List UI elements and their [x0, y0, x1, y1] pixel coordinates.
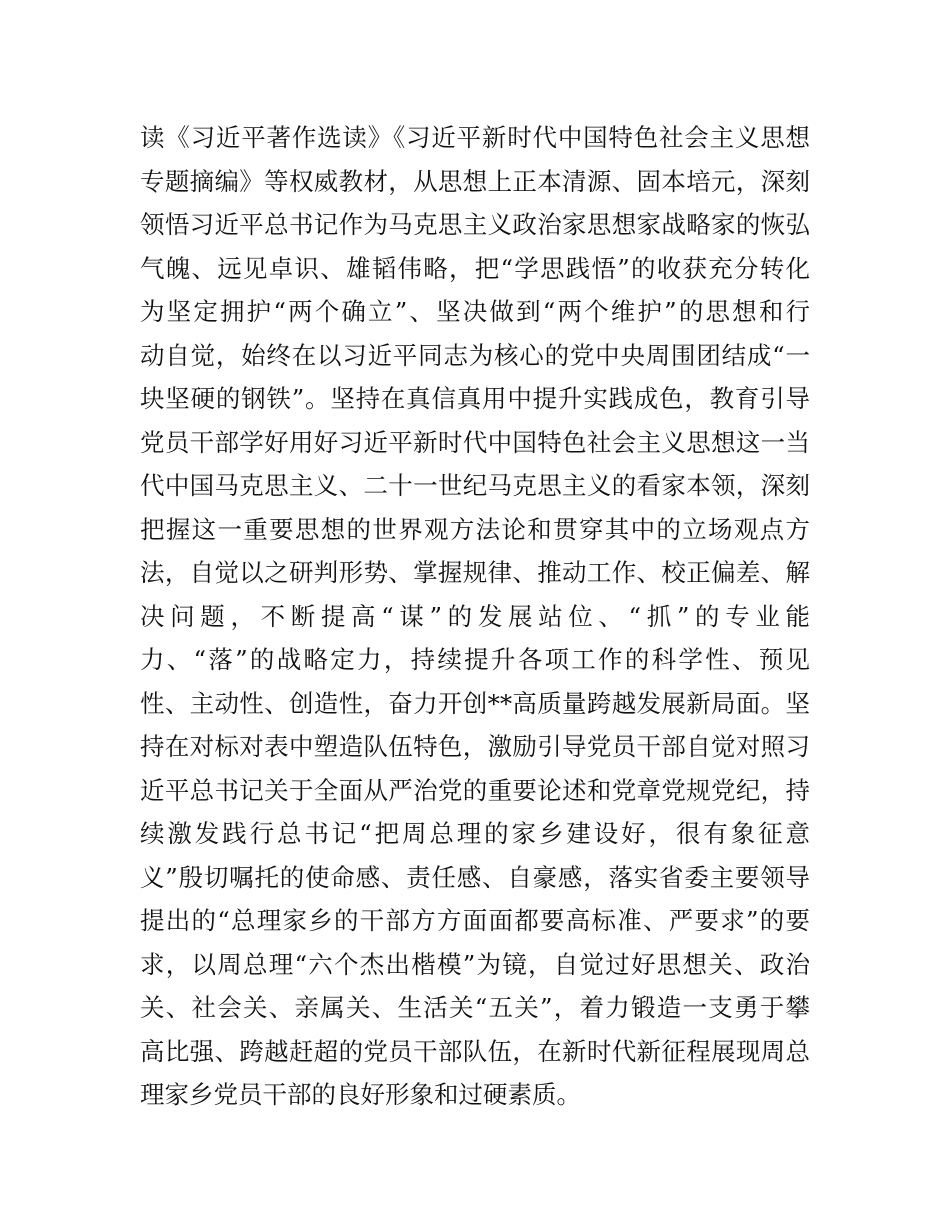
- text-line: 领悟习近平总书记作为马克思主义政治家思想家战略家的恢弘: [140, 210, 810, 239]
- text-line: 义”殷切嘱托的使命感、责任感、自豪感，落实省委主要领导: [140, 862, 810, 892]
- text-line: 党员干部学好用好习近平新时代中国特色社会主义思想这一当: [140, 427, 810, 457]
- text-line: 动自觉，始终在以习近平同志为核心的党中央周围团结成“一: [140, 340, 810, 370]
- text-line: 性、主动性、创造性，奋力开创**高质量跨越发展新局面。坚: [140, 688, 810, 718]
- text-line: 法，自觉以之研判形势、掌握规律、推动工作、校正偏差、解: [140, 558, 810, 587]
- text-line-last: 理家乡党员干部的良好形象和过硬素质。: [140, 1080, 581, 1109]
- text-line: 求，以周总理“六个杰出楷模”为镜，自觉过好思想关、政治: [140, 949, 810, 979]
- text-line: 读《习近平著作选读》《习近平新时代中国特色社会主义思想: [140, 123, 810, 152]
- body-paragraph: [140, 116, 810, 1117]
- text-line: 持在对标对表中塑造队伍特色，激励引导党员干部自觉对照习: [140, 732, 810, 761]
- text-line: 近平总书记关于全面从严治党的重要论述和党章党规党纪，持: [140, 775, 810, 805]
- text-line: 为坚定拥护“两个确立”、坚决做到“两个维护”的思想和行: [140, 297, 810, 326]
- text-line: 高比强、跨越赶超的党员干部队伍，在新时代新征程展现周总: [140, 1036, 810, 1066]
- text-line: 力、“落”的战略定力，持续提升各项工作的科学性、预见: [140, 645, 810, 674]
- text-line: 续激发践行总书记“把周总理的家乡建设好，很有象征意: [140, 819, 810, 848]
- text-line: 决问题，不断提高“谋”的发展站位、“抓”的专业能: [140, 601, 810, 631]
- text-line: 块坚硬的钢铁”。坚持在真信真用中提升实践成色，教育引导: [140, 384, 810, 413]
- text-line: 提出的“总理家乡的干部方方面面都要高标准、严要求”的要: [140, 906, 810, 935]
- text-line: 把握这一重要思想的世界观方法论和贯穿其中的立场观点方: [140, 514, 810, 544]
- text-line: 关、社会关、亲属关、生活关“五关”，着力锻造一支勇于攀: [140, 993, 810, 1022]
- text-line: 气魄、远见卓识、雄韬伟略，把“学思践悟”的收获充分转化: [140, 253, 810, 283]
- text-line: 专题摘编》等权威教材，从思想上正本清源、固本培元，深刻: [140, 166, 810, 196]
- text-line: 代中国马克思主义、二十一世纪马克思主义的看家本领，深刻: [140, 471, 810, 500]
